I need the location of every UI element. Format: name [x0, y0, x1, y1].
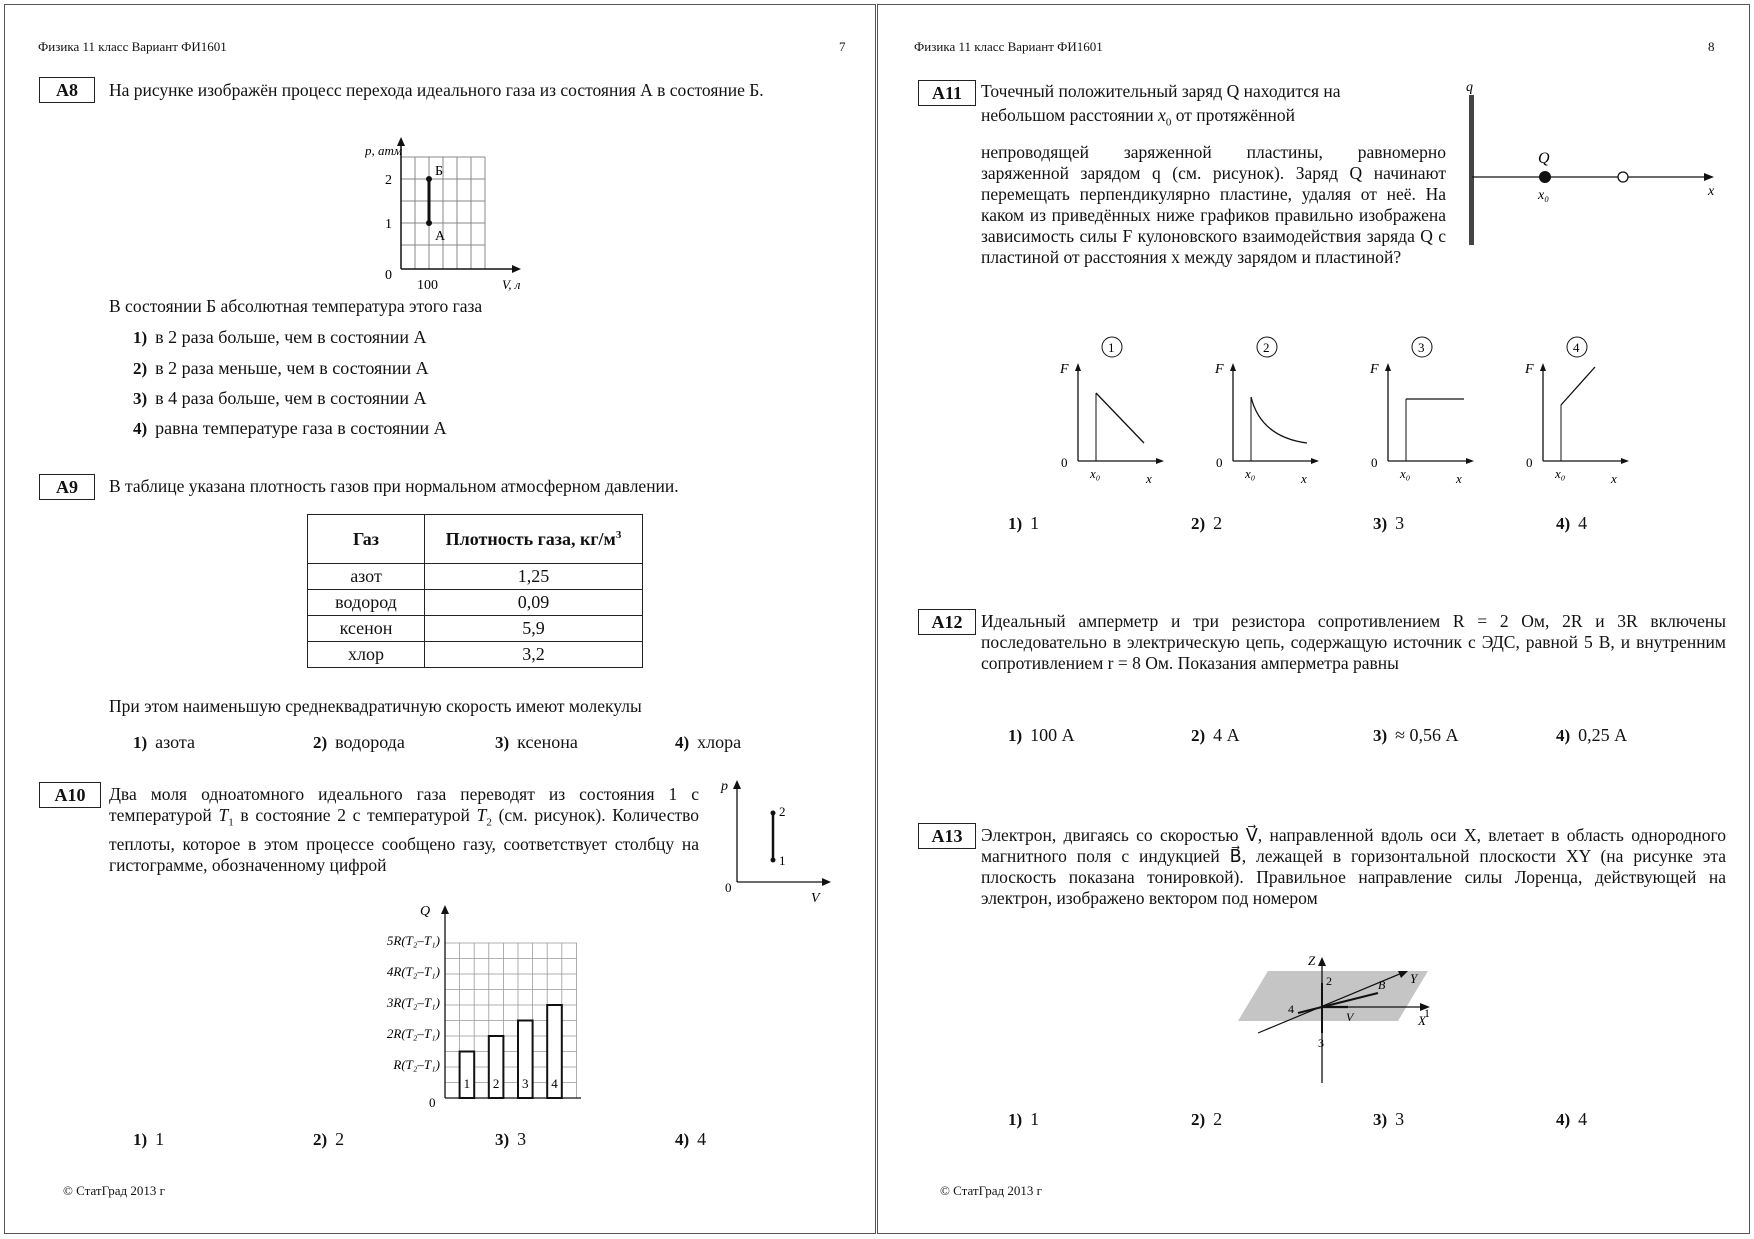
a9-option-2[interactable]: 2) водорода — [313, 732, 405, 752]
svg-text:F: F — [1215, 362, 1224, 377]
svg-text:4: 4 — [1288, 1002, 1294, 1016]
page-header: Физика 11 класс Вариант ФИ1601 — [38, 39, 227, 54]
hist-bar-label-2: 2 — [492, 1076, 500, 1091]
a10-histogram — [345, 901, 605, 1111]
a8-x-tick: 100 — [417, 278, 438, 293]
a8-option-2[interactable]: 2) в 2 раза меньше, чем в состоянии А — [133, 358, 429, 378]
svg-text:3: 3 — [1318, 1036, 1324, 1050]
a10-option-3[interactable]: 3) 3 — [495, 1129, 527, 1149]
svg-text:x: x — [1456, 471, 1462, 486]
question-tag-a8: А8 — [39, 77, 95, 103]
svg-text:x₀: x₀ — [1245, 466, 1256, 481]
a11-option-3[interactable]: 3) 3 — [1373, 513, 1405, 533]
svg-text:0: 0 — [1526, 455, 1533, 470]
a10-option-1[interactable]: 1) 1 — [133, 1129, 165, 1149]
svg-text:0: 0 — [1371, 455, 1378, 470]
svg-text:Q: Q — [1538, 150, 1550, 167]
svg-text:x₀: x₀ — [1090, 466, 1101, 481]
a11-graph-3 — [1368, 333, 1498, 493]
a13-option-4[interactable]: 4) 4 — [1556, 1109, 1588, 1129]
a8-option-1[interactable]: 1) в 2 раза больше, чем в состоянии А — [133, 327, 427, 347]
a9-option-4[interactable]: 4) хлора — [675, 732, 742, 752]
svg-text:2: 2 — [1326, 974, 1332, 988]
svg-text:Z: Z — [1308, 953, 1316, 968]
a13-text: Электрон, двигаясь со скоростью V⃗, направленной вдоль оси X, влетает в область однородного магнитного поля с индукцией B⃗, лежащей в горизонтальной плоскости XY (на рисунке эта плоскость показана тонировкой). Правильное направление силы Лоренца, действующей на электрон, изображено вектором под номером — [981, 825, 1726, 908]
a8-pv-graph — [365, 137, 575, 293]
svg-text:x₀: x₀ — [1555, 466, 1566, 481]
a11-option-2[interactable]: 2) 2 — [1191, 513, 1223, 533]
hist-level-1: R(T₂–T₁) — [393, 1057, 440, 1072]
hist-bar-label-1: 1 — [463, 1076, 471, 1091]
a13-magnetic-figure — [1228, 953, 1438, 1093]
svg-text:q: q — [1466, 81, 1473, 95]
a13-option-1[interactable]: 1) 1 — [1008, 1109, 1040, 1129]
svg-text:V: V — [811, 891, 820, 906]
a13-option-3[interactable]: 3) 3 — [1373, 1109, 1405, 1129]
svg-text:4: 4 — [1573, 340, 1580, 355]
a9-option-1[interactable]: 1) азота — [133, 732, 196, 752]
hist-bar-1 — [460, 1052, 475, 1099]
svg-text:x₀: x₀ — [1538, 188, 1550, 203]
svg-text:x₀: x₀ — [1400, 466, 1411, 481]
a11-text-wrap-2: зависимость силы F кулоновского взаимодействия заряда Q с пластиной от расстояния x между зарядом и пластиной? — [981, 226, 1446, 267]
a10-option-4[interactable]: 4) 4 — [675, 1129, 707, 1149]
hist-bar-label-4: 4 — [551, 1076, 558, 1091]
svg-text:1: 1 — [1424, 1006, 1430, 1020]
a8-text: На рисунке изображён процесс перехода идеального газа из состояния А в состояние Б. — [109, 80, 764, 100]
page-7 — [4, 4, 876, 1234]
svg-text:3: 3 — [1418, 340, 1425, 355]
a10-text: Два моля одноатомного идеального газа переводят из состояния 1 с температурой $T_1$ в состояние 2 с температурой $T_2$ (см. рисунок). Количество теплоты, которое в этом процессе сообщено газу, соответствует столбцу на гистограмме, обозначенному цифрой — [109, 784, 700, 875]
a8-question: В состоянии Б абсолютная температура этого газа — [109, 296, 483, 316]
page-number: 7 — [839, 39, 846, 54]
hist-y-label: Q — [420, 904, 431, 919]
hist-level-4: 4R(T₂–T₁) — [386, 964, 440, 979]
a11-graph-2 — [1213, 333, 1343, 493]
page-footer: © СтатГрад 2013 г — [63, 1183, 165, 1198]
hist-bar-label-3: 3 — [522, 1076, 529, 1091]
svg-text:x: x — [1301, 471, 1307, 486]
question-tag-a13: А13 — [918, 823, 976, 849]
a8-origin: 0 — [385, 268, 392, 283]
a10-option-2[interactable]: 2) 2 — [313, 1129, 345, 1149]
page-footer: © СтатГрад 2013 г — [940, 1183, 1042, 1198]
svg-text:0: 0 — [1216, 455, 1223, 470]
a11-text-wrap-3 — [981, 268, 1726, 310]
table-header-gas: Газ — [308, 515, 425, 564]
svg-text:1: 1 — [779, 853, 786, 868]
a8-tick-1: 1 — [385, 217, 392, 232]
a12-option-3[interactable]: 3) ≈ 0,56 А — [1373, 725, 1459, 745]
a11-text: непроводящей заряженной пластины, равномерно заряженной зарядом q (см. рисунок). Заряд Q начинают перемещать перпендикулярно пластине, удаляя от неё. На каком из приведённых ниже графиков правильно изображена — [981, 142, 1446, 225]
a9-question: При этом наименьшую среднеквадратичную скорость имеют молекулы — [109, 696, 642, 716]
svg-text:0: 0 — [725, 880, 732, 895]
svg-text:F: F — [1060, 362, 1069, 377]
a11-option-4[interactable]: 4) 4 — [1556, 513, 1588, 533]
question-tag-a12: А12 — [918, 609, 976, 635]
page-header: Физика 11 класс Вариант ФИ1601 — [914, 39, 1103, 54]
svg-text:0: 0 — [1061, 455, 1068, 470]
a11-text-wrap — [981, 142, 1446, 226]
a8-x-label: V, л — [502, 277, 521, 292]
table-row: ксенон 5,9 — [308, 616, 643, 642]
a8-point-b: Б — [435, 164, 444, 179]
a11-plate-figure — [1458, 81, 1728, 256]
a13-option-2[interactable]: 2) 2 — [1191, 1109, 1223, 1129]
a9-text: В таблице указана плотность газов при нормальном атмосферном давлении. — [109, 476, 679, 496]
svg-text:V: V — [1346, 1010, 1354, 1024]
svg-text:Y: Y — [1410, 971, 1418, 986]
hist-level-2: 2R(T₂–T₁) — [386, 1026, 440, 1041]
a12-text: Идеальный амперметр и три резистора сопротивлением R = 2 Ом, 2R и 3R включены последовательно в электрическую цепь, содержащую источник с ЭДС, равной 5 В, и внутренним сопротивлением r = 8 Ом. Показания амперметра равны — [981, 611, 1726, 673]
svg-text:2: 2 — [1263, 340, 1270, 355]
a11-line2: небольшом расстоянии $x_0$ от протяжённой — [981, 105, 1296, 129]
table-row: хлор 3,2 — [308, 642, 643, 668]
svg-text:F: F — [1525, 362, 1534, 377]
svg-text:F: F — [1370, 362, 1379, 377]
table-row: водород 0,09 — [308, 590, 643, 616]
svg-text:x: x — [1708, 184, 1715, 199]
svg-text:x: x — [1146, 471, 1152, 486]
svg-text:1: 1 — [1108, 340, 1115, 355]
page-number: 8 — [1708, 39, 1715, 54]
hist-level-5: 5R(T₂–T₁) — [386, 933, 440, 948]
a8-tick-2: 2 — [385, 173, 392, 188]
a11-graph-4 — [1523, 333, 1653, 493]
a8-option-3[interactable]: 3) в 4 раза больше, чем в состоянии А — [133, 388, 427, 408]
svg-text:X: X — [1418, 1013, 1426, 1028]
svg-text:p: p — [721, 779, 728, 794]
question-tag-a10: А10 — [39, 782, 101, 808]
svg-text:B: B — [1378, 978, 1386, 992]
page-8 — [877, 4, 1750, 1234]
a10-pv-graph — [713, 778, 837, 908]
hist-level-3: 3R(T₂–T₁) — [386, 995, 440, 1010]
table-header-density: Плотность газа, $кг/м^3$ — [425, 515, 643, 564]
table-row: азот 1,25 — [308, 564, 643, 590]
a11-option-1[interactable]: 1) 1 — [1008, 513, 1040, 533]
a9-option-3[interactable]: 3) ксенона — [495, 732, 578, 752]
question-tag-a9: А9 — [39, 474, 95, 500]
svg-text:2: 2 — [779, 804, 786, 819]
a12-option-1[interactable]: 1) 100 А — [1008, 725, 1075, 745]
a8-option-4[interactable]: 4) равна температуре газа в состоянии А — [133, 418, 447, 438]
question-tag-a11: А11 — [918, 80, 976, 106]
a11-line1: Точечный положительный заряд Q находится на — [981, 81, 1341, 101]
a8-point-a: А — [435, 229, 446, 244]
svg-text:x: x — [1611, 471, 1617, 486]
a8-y-label: p, атм — [365, 143, 403, 158]
a12-option-4[interactable]: 4) 0,25 А — [1556, 725, 1628, 745]
a12-option-2[interactable]: 2) 4 А — [1191, 725, 1240, 745]
hist-origin: 0 — [429, 1095, 436, 1110]
density-table — [307, 514, 643, 668]
a11-graph-1 — [1058, 333, 1188, 493]
